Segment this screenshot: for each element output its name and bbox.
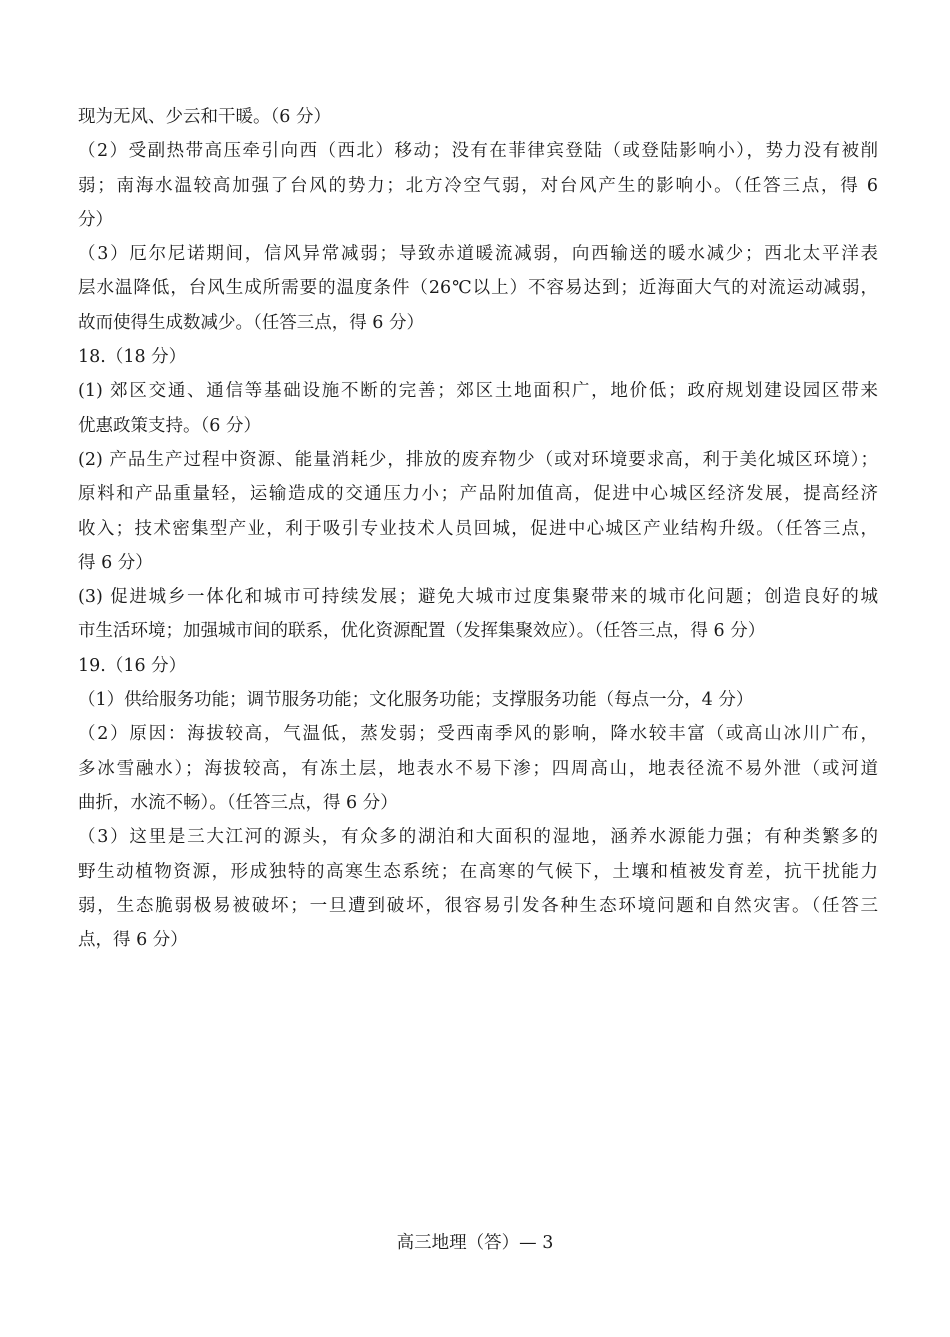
text-line: 优惠政策支持。（6 分） (78, 415, 261, 436)
text-line: 弱，生态脆弱极易被破坏；一旦遭到破坏，很容易引发各种生态环境问题和自然灾害。（任答三 (78, 895, 878, 916)
text-line: 19.（16 分） (78, 655, 187, 676)
text-line: （2）受副热带高压牵引向西（西北）移动；没有在菲律宾登陆（或登陆影响小），势力没有被削 (78, 141, 878, 162)
text-line: （1）供给服务功能；调节服务功能；文化服务功能；支撑服务功能（每点一分，4 分） (78, 690, 754, 711)
text-line: 点，得 6 分） (78, 930, 188, 951)
text-line: 得 6 分） (78, 552, 153, 573)
text-line: （2）原因：海拔较高，气温低，蒸发弱；受西南季风的影响，降水较丰富（或高山冰川广布， (78, 724, 878, 745)
page-footer: 高三地理（答）— 3 (396, 1233, 554, 1253)
text-line: （3）这里是三大江河的源头，有众多的湖泊和大面积的湿地，涵养水源能力强；有种类繁多的 (78, 827, 878, 848)
text-line: 故而使得生成数减少。（任答三点，得 6 分） (78, 312, 425, 333)
text-line: (3) 促进城乡一体化和城市可持续发展；避免大城市过度集聚带来的城市化问题；创造良好的城 (78, 587, 878, 608)
text-line: 原料和产品重量轻，运输造成的交通压力小；产品附加值高，促进中心城区经济发展，提高经济 (78, 484, 878, 505)
text-line: 弱；南海水温较高加强了台风的势力；北方冷空气弱，对台风产生的影响小。（任答三点，得 6 (78, 175, 878, 196)
answer-text-block (78, 100, 878, 957)
text-line: 多冰雪融水）；海拔较高，有冻土层，地表水不易下渗；四周高山，地表径流不易外泄（或河道 (78, 758, 878, 779)
text-line: 层水温降低，台风生成所需要的温度条件（26℃以上）不容易达到；近海面大气的对流运动减弱， (78, 278, 878, 299)
text-line: 曲折，水流不畅）。（任答三点，得 6 分） (78, 792, 398, 813)
text-line: 18.（18 分） (78, 347, 187, 368)
text-line: （3）厄尔尼诺期间，信风异常减弱；导致赤道暖流减弱，向西输送的暖水减少；西北太平洋表 (78, 244, 878, 265)
text-line: 现为无风、少云和干暖。（6 分） (78, 107, 331, 127)
text-line: 分） (78, 209, 113, 230)
text-line: 野生动植物资源，形成独特的高寒生态系统；在高寒的气候下，土壤和植被发育差，抗干扰能力 (78, 861, 878, 882)
text-line: (2) 产品生产过程中资源、能量消耗少，排放的废弃物少（或对环境要求高，利于美化城区环境）； (78, 449, 878, 470)
text-line: (1) 郊区交通、通信等基础设施不断的完善；郊区土地面积广，地价低；政府规划建设园区带来 (78, 381, 878, 402)
text-line: 收入；技术密集型产业，利于吸引专业技术人员回城，促进中心城区产业结构升级。（任答三点， (78, 518, 878, 539)
text-line: 市生活环境；加强城市间的联系，优化资源配置（发挥集聚效应）。（任答三点，得 6 分） (78, 621, 766, 642)
